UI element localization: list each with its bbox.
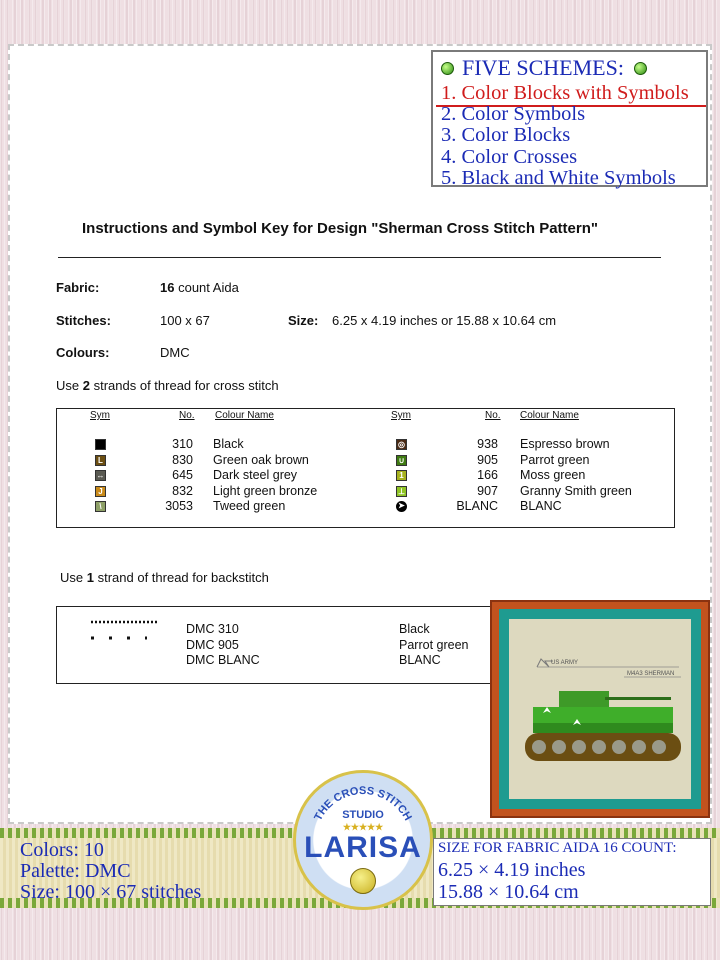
name-header-left: Colour Name (215, 410, 274, 421)
pattern-preview-frame (490, 600, 710, 818)
colours-value: DMC (160, 345, 190, 360)
scheme-item-3[interactable]: 3. Color Blocks (441, 124, 571, 146)
preview-label-model: M4A3 SHERMAN (627, 671, 675, 677)
size-label: Size: (288, 313, 319, 328)
dmc-number: 830 (172, 453, 193, 467)
scheme-item-4[interactable]: 4. Color Crosses (441, 146, 578, 168)
backstitch-lines-icon (89, 619, 159, 643)
color-swatch-icon: 1 (396, 470, 407, 481)
colours-label: Colours: (56, 345, 110, 360)
color-swatch-icon: ∪ (396, 455, 407, 466)
logo-studio: STUDIO (342, 809, 384, 821)
dmc-number: 905 (477, 453, 498, 467)
backstitch-table (56, 606, 506, 684)
backstitch-colour: Parrot green (399, 638, 469, 652)
scheme-item-5[interactable]: 5. Black and White Symbols (441, 167, 676, 189)
color-swatch-icon: ⊥ (396, 486, 407, 497)
no-header-right: No. (485, 410, 501, 421)
fabric-label: Fabric: (56, 280, 100, 295)
color-swatch-icon: \ (95, 501, 106, 512)
backstitch-colour: BLANC (399, 653, 441, 667)
dmc-number: 3053 (165, 499, 193, 513)
pattern-summary (20, 840, 201, 903)
stitch-size: Size: 100 × 67 stitches (20, 881, 202, 903)
colour-name: Granny Smith green (520, 484, 632, 498)
no-header-left: No. (179, 410, 195, 421)
backstitch-code: DMC 905 (186, 638, 239, 652)
backstitch-colour: Black (399, 622, 430, 636)
schemes-box (431, 50, 708, 187)
cross-stitch-note: Use 2 strands of thread for cross stitch (56, 378, 279, 393)
color-swatch-icon: ◎ (396, 439, 407, 450)
fabric-size-title: SIZE FOR FABRIC AIDA 16 COUNT: (438, 840, 677, 856)
color-swatch-icon: ➤ (396, 501, 407, 512)
dmc-number: 907 (477, 484, 498, 498)
size-inches: 6.25 × 4.19 inches (438, 859, 586, 881)
colour-name: Light green bronze (213, 484, 318, 498)
green-bullet-icon (441, 62, 454, 75)
logo-arc-text: THE CROSS STITCH (312, 784, 414, 823)
document-title: Instructions and Symbol Key for Design "Sherman Cross Stitch Pattern" (82, 220, 598, 237)
size-value: 6.25 x 4.19 inches or 15.88 x 10.64 cm (332, 313, 557, 328)
pattern-preview (509, 619, 691, 799)
schemes-title: FIVE SCHEMES: (441, 55, 647, 81)
size-cm: 15.88 × 10.64 cm (438, 881, 579, 903)
studio-logo (293, 770, 433, 910)
colour-name: Espresso brown (520, 437, 610, 451)
colour-name: BLANC (520, 499, 562, 513)
sherman-tank-image (509, 619, 691, 799)
color-swatch-icon: J (95, 486, 106, 497)
dmc-number: 645 (172, 468, 193, 482)
stitches-value: 100 x 67 (160, 313, 210, 328)
backstitch-note: Use 1 strand of thread for backstitch (60, 570, 269, 585)
title-divider (58, 257, 661, 258)
color-swatch-icon (95, 439, 106, 450)
dmc-number: BLANC (456, 499, 498, 513)
green-bullet-icon (634, 62, 647, 75)
stitches-label: Stitches: (56, 313, 111, 328)
logo-stars: ★★★★★ (342, 822, 384, 832)
backstitch-code: DMC 310 (186, 622, 239, 636)
colour-name: Tweed green (213, 499, 286, 513)
color-swatch-icon: L (95, 455, 106, 466)
color-swatch-icon: ↔ (96, 471, 105, 480)
logo-name: LARISA (304, 831, 422, 864)
sym-header-left: Sym (90, 410, 110, 421)
colour-name: Black (213, 437, 244, 451)
colour-name: Dark steel grey (213, 468, 298, 482)
dmc-number: 310 (172, 437, 193, 451)
fabric-value: 16 count Aida (160, 280, 239, 295)
symbol-key-table (56, 408, 675, 528)
scheme-item-2[interactable]: 2. Color Symbols (441, 103, 586, 125)
fabric-size-box (433, 838, 711, 906)
backstitch-code: DMC BLANC (186, 653, 260, 667)
preview-label-army: US ARMY (551, 660, 579, 666)
sym-header-right: Sym (391, 410, 411, 421)
scheme-item-1[interactable]: 1. Color Blocks with Symbols (436, 82, 706, 107)
palette: Palette: DMC (20, 860, 131, 882)
colors-count: Colors: 10 (20, 839, 104, 861)
name-header-right: Colour Name (520, 410, 579, 421)
snail-mascot-icon (350, 868, 376, 894)
dmc-number: 938 (477, 437, 498, 451)
colour-name: Green oak brown (213, 453, 309, 467)
colour-name: Moss green (520, 468, 586, 482)
colour-name: Parrot green (520, 453, 590, 467)
dmc-number: 166 (477, 468, 498, 482)
dmc-number: 832 (172, 484, 193, 498)
